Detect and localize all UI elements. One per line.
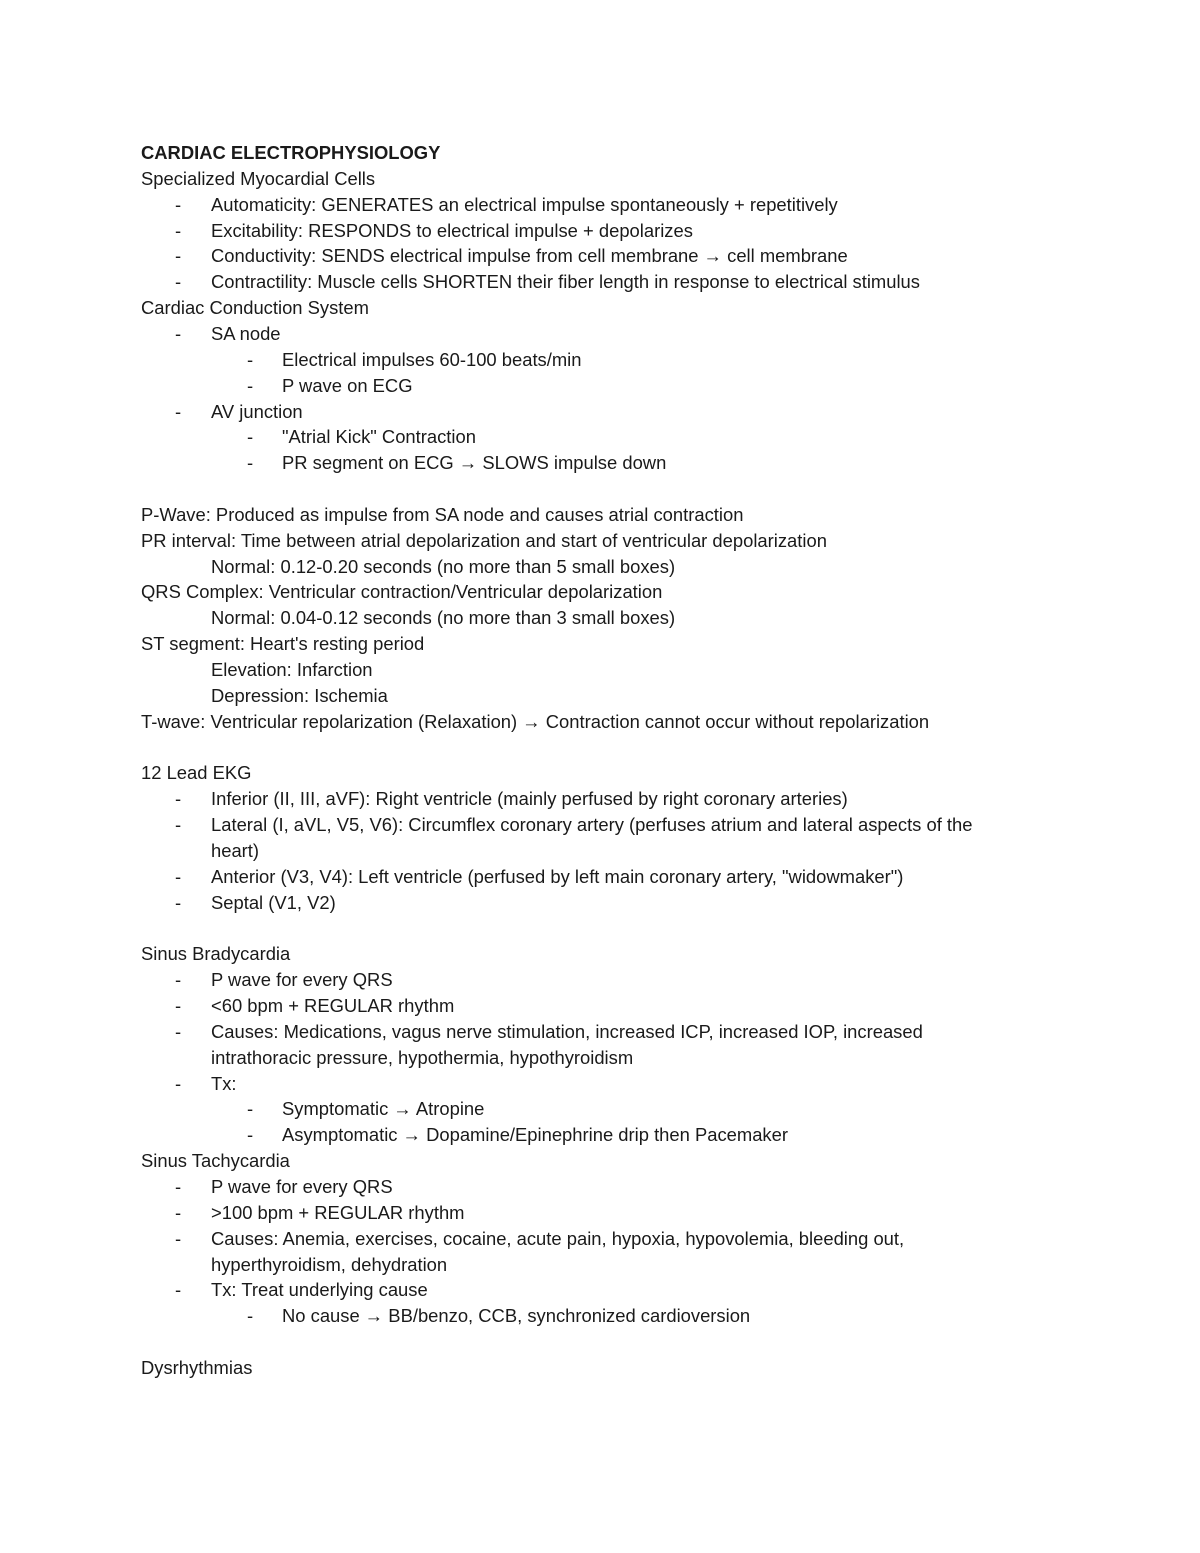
indented-line: Normal: 0.12-0.20 seconds (no more than 5 small boxes) — [211, 555, 676, 577]
list-item: Automaticity: GENERATES an electrical impulse spontaneously + repetitively — [211, 193, 838, 215]
bullet-dash: - — [175, 1201, 182, 1223]
bullet-dash: - — [175, 219, 182, 241]
indented-line: Normal: 0.04-0.12 seconds (no more than 3 small boxes) — [211, 607, 676, 629]
bullet-dash: - — [175, 1279, 182, 1301]
bullet-dash: - — [175, 1227, 182, 1249]
list-item: Excitability: RESPONDS to electrical impulse + depolarizes — [211, 219, 693, 241]
bullet-dash: - — [247, 1124, 254, 1146]
bullet-dash: - — [175, 193, 182, 215]
bullet-dash: - — [175, 322, 182, 344]
bullet-dash: - — [247, 1098, 254, 1120]
bullet-dash: - — [247, 348, 254, 370]
bullet-dash: - — [247, 426, 254, 448]
document-line: Specialized Myocardial Cells — [141, 167, 376, 189]
list-item: "Atrial Kick" Contraction — [282, 426, 476, 448]
document-title: CARDIAC ELECTROPHYSIOLOGY — [141, 142, 441, 163]
list-item: Inferior (II, III, aVF): Right ventricle (mainly perfused by right coronary arteries) — [211, 788, 848, 810]
list-item: SA node — [211, 322, 281, 344]
bullet-dash: - — [175, 245, 182, 267]
indented-line: Elevation: Infarction — [211, 659, 373, 680]
indented-line: Depression: Ischemia — [211, 684, 388, 706]
document-line: 12 Lead EKG — [141, 762, 252, 784]
list-item: P wave for every QRS — [211, 969, 393, 991]
list-item: Causes: Medications, vagus nerve stimulation, increased ICP, increased IOP, increased — [211, 1020, 923, 1042]
list-item: No cause → BB/benzo, CCB, synchronized cardioversion — [282, 1305, 751, 1327]
list-item: Causes: Anemia, exercises, cocaine, acute pain, hypoxia, hypovolemia, bleeding out, — [211, 1227, 905, 1249]
bullet-dash: - — [175, 995, 182, 1017]
bullet-dash: - — [247, 1305, 254, 1327]
list-item: PR segment on ECG → SLOWS impulse down — [282, 452, 667, 474]
bullet-dash: - — [247, 374, 254, 396]
list-item: Anterior (V3, V4): Left ventricle (perfused by left main coronary artery, "widowmaker") — [211, 865, 904, 887]
document-line: QRS Complex: Ventricular contraction/Ventricular depolarization — [141, 581, 663, 603]
bullet-dash: - — [175, 814, 182, 836]
list-item: Tx: — [211, 1072, 237, 1094]
list-item: Conductivity: SENDS electrical impulse from cell membrane → cell membrane — [211, 245, 848, 267]
document-line: Cardiac Conduction System — [141, 297, 369, 319]
bullet-dash: - — [175, 865, 182, 887]
document-line: P-Wave: Produced as impulse from SA node and causes atrial contraction — [141, 503, 744, 525]
bullet-dash: - — [175, 969, 182, 991]
list-item: >100 bpm + REGULAR rhythm — [211, 1201, 465, 1223]
list-item: Asymptomatic → Dopamine/Epinephrine drip then Pacemaker — [282, 1124, 788, 1146]
list-item: AV junction — [211, 400, 303, 422]
document-line: T-wave: Ventricular repolarization (Relaxation) → Contraction cannot occur without repolarization — [141, 710, 930, 732]
bullet-dash: - — [175, 788, 182, 810]
document-line: ST segment: Heart's resting period — [141, 633, 425, 655]
list-item: <60 bpm + REGULAR rhythm — [211, 995, 455, 1017]
list-item: Contractility: Muscle cells SHORTEN their fiber length in response to electrical stimulus — [211, 271, 920, 293]
indented-line: intrathoracic pressure, hypothermia, hypothyroidism — [211, 1046, 634, 1068]
list-item: Symptomatic → Atropine — [282, 1098, 485, 1120]
bullet-dash: - — [175, 1176, 182, 1197]
list-item: Tx: Treat underlying cause — [211, 1279, 428, 1301]
document-line: Dysrhythmias — [141, 1356, 253, 1378]
indented-line: hyperthyroidism, dehydration — [211, 1253, 448, 1275]
list-item: P wave for every QRS — [211, 1176, 393, 1197]
list-item: Lateral (I, aVL, V5, V6): Circumflex coronary artery (perfuses atrium and lateral aspects of the — [211, 814, 973, 836]
list-item: P wave on ECG — [282, 374, 413, 396]
document-line: Sinus Bradycardia — [141, 943, 291, 965]
bullet-dash: - — [247, 452, 254, 474]
bullet-dash: - — [175, 891, 182, 913]
list-item: Septal (V1, V2) — [211, 891, 336, 913]
bullet-dash: - — [175, 400, 182, 422]
bullet-dash: - — [175, 271, 182, 293]
bullet-dash: - — [175, 1020, 182, 1042]
document-line: PR interval: Time between atrial depolarization and start of ventricular depolarization — [141, 529, 827, 551]
bullet-dash: - — [175, 1072, 182, 1094]
indented-line: heart) — [211, 839, 260, 861]
list-item: Electrical impulses 60-100 beats/min — [282, 348, 582, 370]
document-line: Sinus Tachycardia — [141, 1150, 290, 1172]
